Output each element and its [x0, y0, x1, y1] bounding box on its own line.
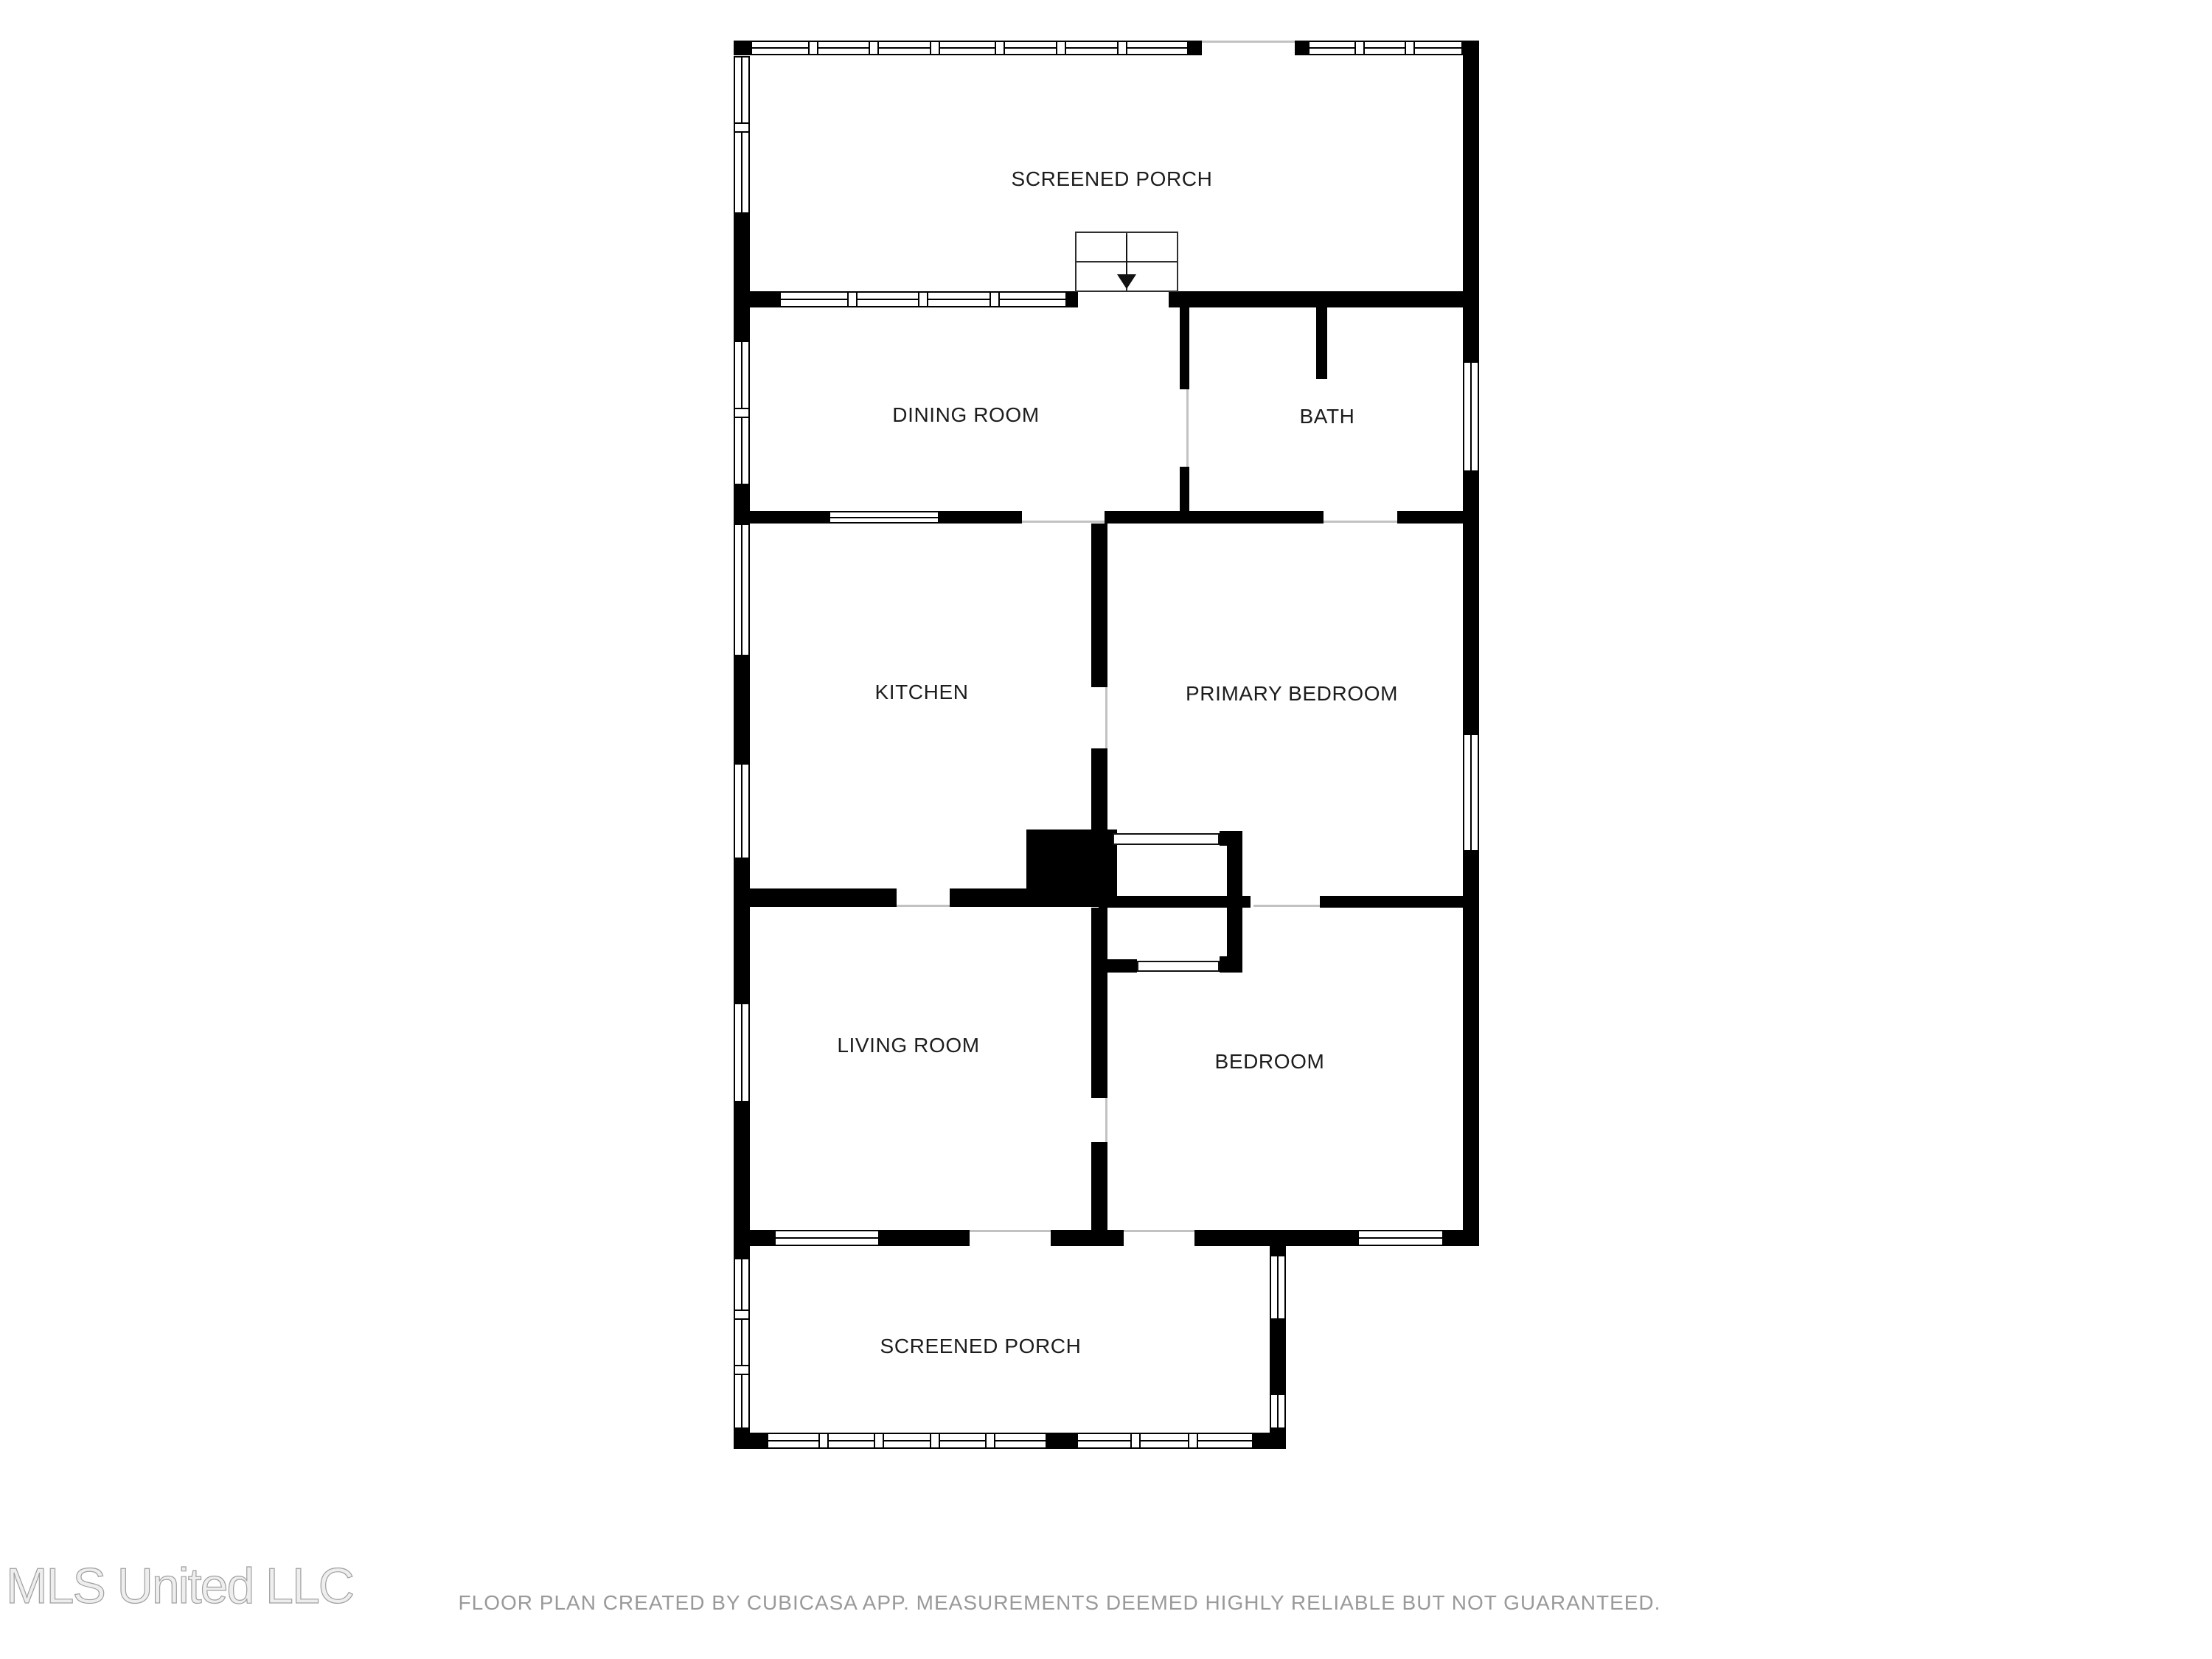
window-symbol — [774, 1230, 880, 1246]
window-symbol — [751, 41, 1189, 55]
wall-segment — [1463, 55, 1479, 293]
window-mullion — [847, 293, 858, 306]
disclaimer-text: FLOOR PLAN CREATED BY CUBICASA APP. MEASUREMENTS DEEMED HIGHLY RELIABLE BUT NOT GUARANTEED. — [458, 1591, 1661, 1614]
door-opening-line — [1124, 1230, 1194, 1232]
wall-segment — [1047, 1433, 1077, 1449]
wall-segment — [1253, 1433, 1286, 1449]
window-centerline — [741, 765, 742, 858]
wall-segment — [1463, 524, 1479, 734]
door-opening-line — [1105, 687, 1107, 748]
window-mullion — [918, 293, 928, 306]
wall-segment — [1463, 472, 1479, 511]
room-label-bath: BATH — [1299, 405, 1355, 428]
window-mullion — [735, 1310, 748, 1320]
window-symbol — [734, 1003, 750, 1102]
window-symbol — [1077, 1433, 1253, 1449]
window-mullion — [1354, 42, 1365, 54]
room-label-bedroom: BEDROOM — [1214, 1050, 1325, 1073]
window-mullion — [808, 42, 818, 54]
wall-segment — [734, 485, 750, 511]
wall-segment — [734, 291, 779, 307]
wall-segment — [1091, 1142, 1107, 1231]
wall-segment — [734, 307, 750, 341]
window-centerline — [1277, 1256, 1279, 1318]
window-mullion — [990, 293, 1000, 306]
room-label-screened-porch-bottom: SCREENED PORCH — [880, 1335, 1082, 1357]
wall-segment — [1463, 307, 1479, 361]
window-symbol — [1463, 361, 1479, 472]
wall-segment — [1105, 511, 1324, 524]
wall-segment — [734, 41, 751, 55]
window-centerline — [768, 1440, 1046, 1441]
window-mullion — [930, 42, 940, 54]
window-mullion — [930, 1434, 940, 1447]
window-centerline — [741, 525, 742, 655]
door-opening-line — [1022, 521, 1105, 523]
window-symbol — [734, 763, 750, 859]
stairs-arrow-icon — [1117, 274, 1136, 289]
door-opening-line — [970, 1230, 1051, 1232]
wall-segment — [734, 888, 897, 907]
wall-segment — [1051, 1230, 1124, 1246]
wall-segment — [950, 888, 1026, 907]
wall-segment — [734, 1433, 767, 1449]
wall-segment — [1099, 831, 1113, 845]
wall-segment — [1320, 896, 1479, 908]
window-centerline — [741, 1259, 742, 1427]
window-centerline — [741, 1004, 742, 1101]
window-symbol — [1270, 1255, 1286, 1320]
closet-door-symbol — [1137, 961, 1220, 972]
window-symbol — [779, 291, 1067, 307]
room-label-primary-bedroom: PRIMARY BEDROOM — [1185, 682, 1399, 705]
wall-segment — [734, 214, 750, 293]
window-centerline — [1470, 363, 1472, 470]
window-mullion — [1117, 42, 1127, 54]
window-symbol — [734, 341, 750, 485]
window-mullion — [818, 1434, 829, 1447]
room-label-screened-porch-top: SCREENED PORCH — [1011, 167, 1213, 190]
door-opening-line — [1202, 41, 1295, 43]
window-mullion — [869, 42, 879, 54]
wall-segment — [1099, 896, 1251, 908]
window-mullion — [735, 1365, 748, 1375]
wall-segment — [1444, 1230, 1479, 1246]
window-symbol — [734, 56, 750, 214]
window-symbol — [829, 511, 939, 524]
wall-segment — [1194, 1230, 1357, 1246]
window-symbol — [734, 524, 750, 656]
room-label-dining-room: DINING ROOM — [892, 403, 1040, 426]
wall-segment — [734, 907, 750, 1003]
door-opening-line — [1253, 905, 1320, 907]
window-centerline — [1310, 47, 1461, 49]
window-mullion — [874, 1434, 884, 1447]
window-mullion — [995, 42, 1005, 54]
room-label-living-room: LIVING ROOM — [837, 1034, 980, 1057]
window-mullion — [735, 408, 748, 418]
wall-segment — [1270, 1246, 1286, 1255]
window-centerline — [1078, 1440, 1252, 1441]
window-symbol — [734, 1258, 750, 1429]
window-centerline — [1470, 735, 1472, 850]
window-symbol — [1463, 734, 1479, 852]
window-mullion — [1405, 42, 1415, 54]
window-symbol — [1308, 41, 1463, 55]
closet-door-symbol — [1113, 833, 1220, 845]
wall-segment — [1169, 291, 1479, 307]
window-symbol — [1357, 1230, 1444, 1246]
window-mullion — [985, 1434, 995, 1447]
wall-segment — [1189, 41, 1202, 55]
window-centerline — [776, 1237, 878, 1239]
wall-segment — [1220, 831, 1242, 846]
door-opening-line — [1105, 1098, 1107, 1142]
window-symbol — [767, 1433, 1047, 1449]
wall-segment — [734, 656, 750, 763]
wall-segment — [734, 1246, 750, 1258]
wall-segment — [1067, 291, 1078, 307]
wall-segment — [1180, 307, 1189, 389]
window-centerline — [1359, 1237, 1442, 1239]
window-centerline — [741, 58, 742, 212]
window-symbol — [1270, 1394, 1286, 1429]
window-mullion — [1130, 1434, 1141, 1447]
window-mullion — [1188, 1434, 1198, 1447]
wall-segment — [1463, 896, 1479, 1231]
wall-segment — [734, 1102, 750, 1231]
window-centerline — [1277, 1395, 1279, 1427]
mls-watermark: MLS United LLC — [6, 1558, 353, 1614]
wall-segment — [1091, 908, 1107, 1098]
wall-segment — [1091, 524, 1107, 687]
wall-segment — [1397, 511, 1479, 524]
door-opening-line — [1324, 521, 1397, 523]
wall-segment — [1180, 467, 1189, 512]
wall-segment — [1463, 41, 1479, 55]
wall-segment — [1220, 956, 1242, 973]
wall-segment — [734, 1230, 774, 1246]
wall-segment — [880, 1230, 970, 1246]
wall-segment — [1227, 908, 1242, 956]
wall-segment — [817, 511, 829, 524]
door-opening-line — [897, 905, 950, 907]
stairs-arrow-icon — [1126, 234, 1127, 276]
wall-segment — [951, 511, 1022, 524]
window-mullion — [735, 122, 748, 133]
door-opening-line — [1186, 389, 1189, 467]
wall-segment — [734, 511, 817, 524]
wall-segment — [734, 859, 750, 888]
room-label-kitchen: KITCHEN — [874, 681, 969, 703]
wall-segment — [1270, 1320, 1286, 1394]
window-centerline — [830, 517, 938, 518]
wall-segment — [939, 511, 951, 524]
wall-segment — [1091, 748, 1107, 830]
window-mullion — [1056, 42, 1066, 54]
wall-segment — [1463, 852, 1479, 896]
wall-segment — [1316, 307, 1327, 379]
wall-segment — [1295, 41, 1308, 55]
